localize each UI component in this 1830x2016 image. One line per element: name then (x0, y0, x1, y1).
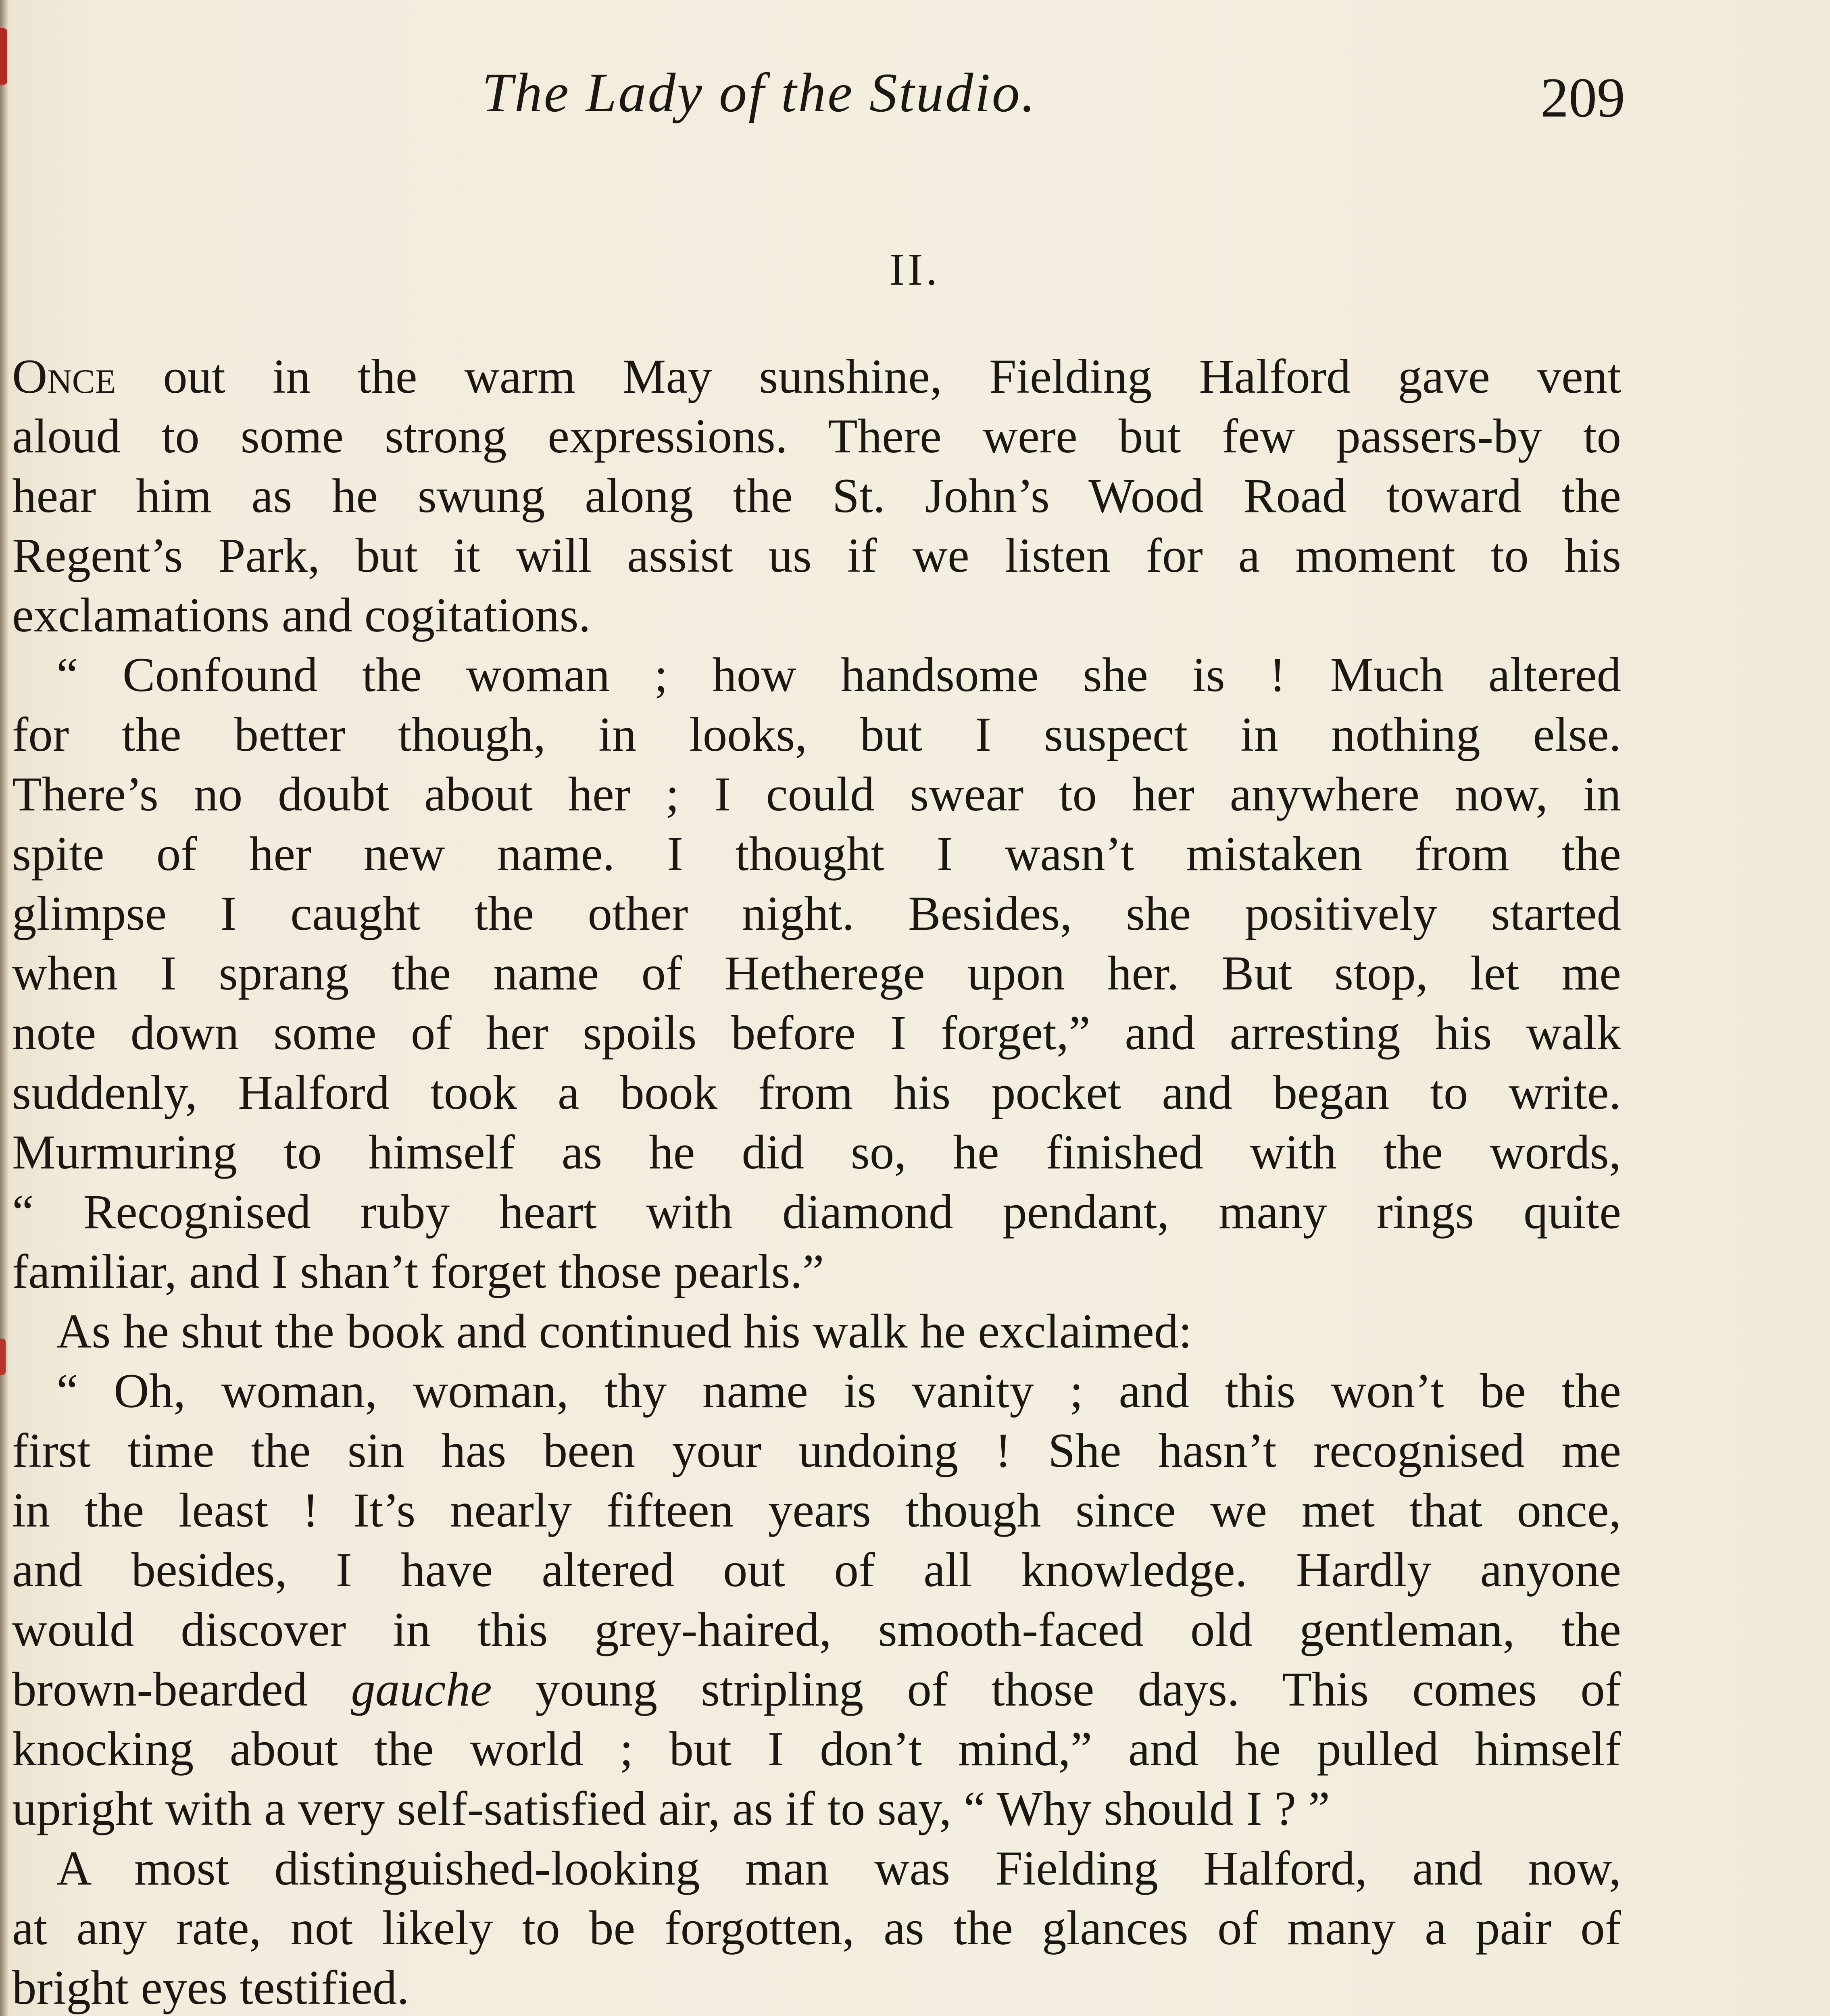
text-line (12, 1302, 1621, 1361)
line-text: bright eyes testified. (12, 1961, 409, 2015)
line-text: As he shut the book and continued his walk he exclaimed: (56, 1304, 1192, 1358)
text-line (12, 1660, 1621, 1719)
text-line (12, 705, 1621, 764)
line-text: Regent’s Park, but it will assist us if we listen for a moment to his (12, 529, 1621, 583)
text-line (12, 1839, 1621, 1898)
line-text: out in the warm May sunshine, Fielding Halford gave vent (116, 350, 1621, 404)
line-text: in the least ! It’s nearly fifteen years though since we met that once, (12, 1483, 1621, 1537)
text-line (12, 943, 1621, 1003)
line-text: knocking about the world ; but I don’t mind,” and he pulled himself (12, 1722, 1621, 1776)
text-line (12, 764, 1621, 824)
line-text: brown-bearded (12, 1662, 351, 1716)
line-text: would discover in this grey-haired, smooth-faced old gentleman, the (12, 1603, 1621, 1657)
line-text: spite of her new name. I thought I wasn’t mistaken from the (12, 827, 1621, 881)
text-line (12, 1063, 1621, 1123)
page-binding-edge (0, 0, 9, 2016)
text-line (12, 1481, 1621, 1540)
line-text: “ Confound the woman ; how handsome she is ! Much altered (56, 648, 1621, 702)
text-line (12, 1182, 1621, 1242)
text-line (12, 1958, 1621, 2016)
line-text: and besides, I have altered out of all knowledge. Hardly anyone (12, 1543, 1621, 1597)
text-line (12, 1123, 1621, 1182)
line-text: aloud to some strong expressions. There were but few passers-by to (12, 409, 1621, 463)
line-text: There’s no doubt about her ; I could swear to her anywhere now, in (12, 767, 1621, 821)
line-text: Murmuring to himself as he did so, he finished with the words, (12, 1125, 1621, 1179)
text-line (12, 1361, 1621, 1421)
drop-word-small-caps: Once (12, 350, 116, 404)
text-line (12, 1600, 1621, 1660)
text-line (12, 1898, 1621, 1958)
line-text: “ Oh, woman, woman, thy name is vanity ; and this won’t be the (56, 1364, 1621, 1418)
page-header (0, 60, 1830, 141)
line-text: hear him as he swung along the St. John’s Wood Road toward the (12, 469, 1621, 523)
text-line (12, 1779, 1621, 1839)
line-text: A most distinguished-looking man was Fielding Halford, and now, (56, 1841, 1621, 1895)
line-text: first time the sin has been your undoing ! She hasn’t recognised me (12, 1424, 1621, 1478)
running-title: The Lady of the Studio. (482, 62, 1037, 123)
text-line (12, 585, 1621, 645)
text-line (12, 645, 1621, 705)
section-heading: II. (889, 245, 941, 295)
line-text: familiar, and I shan’t forget those pearls.” (12, 1245, 824, 1299)
binding-red-mark-lower (0, 1339, 6, 1375)
line-text: for the better though, in looks, but I suspect in nothing else. (12, 708, 1621, 762)
text-line (12, 1719, 1621, 1779)
line-text: note down some of her spoils before I forget,” and arresting his walk (12, 1006, 1621, 1060)
text-line (12, 466, 1621, 526)
line-text: exclamations and cogitations. (12, 588, 591, 642)
text-line (12, 347, 1621, 406)
text-line (12, 884, 1621, 943)
line-text: “ Recognised ruby heart with diamond pendant, many rings quite (12, 1185, 1621, 1239)
text-line (12, 1421, 1621, 1481)
body-text (12, 347, 1621, 2016)
text-line (12, 1242, 1621, 1302)
line-text: at any rate, not likely to be forgotten, as the glances of many a pair of (12, 1901, 1621, 1955)
text-line (12, 824, 1621, 884)
line-text: upright with a very self-satisfied air, as if to say, “ Why should I ? ” (12, 1782, 1330, 1836)
text-line (12, 1003, 1621, 1063)
page-number: 209 (1540, 67, 1625, 129)
text-line (12, 406, 1621, 466)
line-text: suddenly, Halford took a book from his pocket and began to write. (12, 1066, 1621, 1120)
line-text: when I sprang the name of Hetherege upon her. But stop, let me (12, 946, 1621, 1000)
italic-word: gauche (351, 1662, 492, 1716)
line-text: glimpse I caught the other night. Besides, she positively started (12, 887, 1621, 941)
text-line (12, 526, 1621, 585)
line-text: young stripling of those days. This comes of (492, 1662, 1621, 1716)
text-line (12, 1540, 1621, 1600)
